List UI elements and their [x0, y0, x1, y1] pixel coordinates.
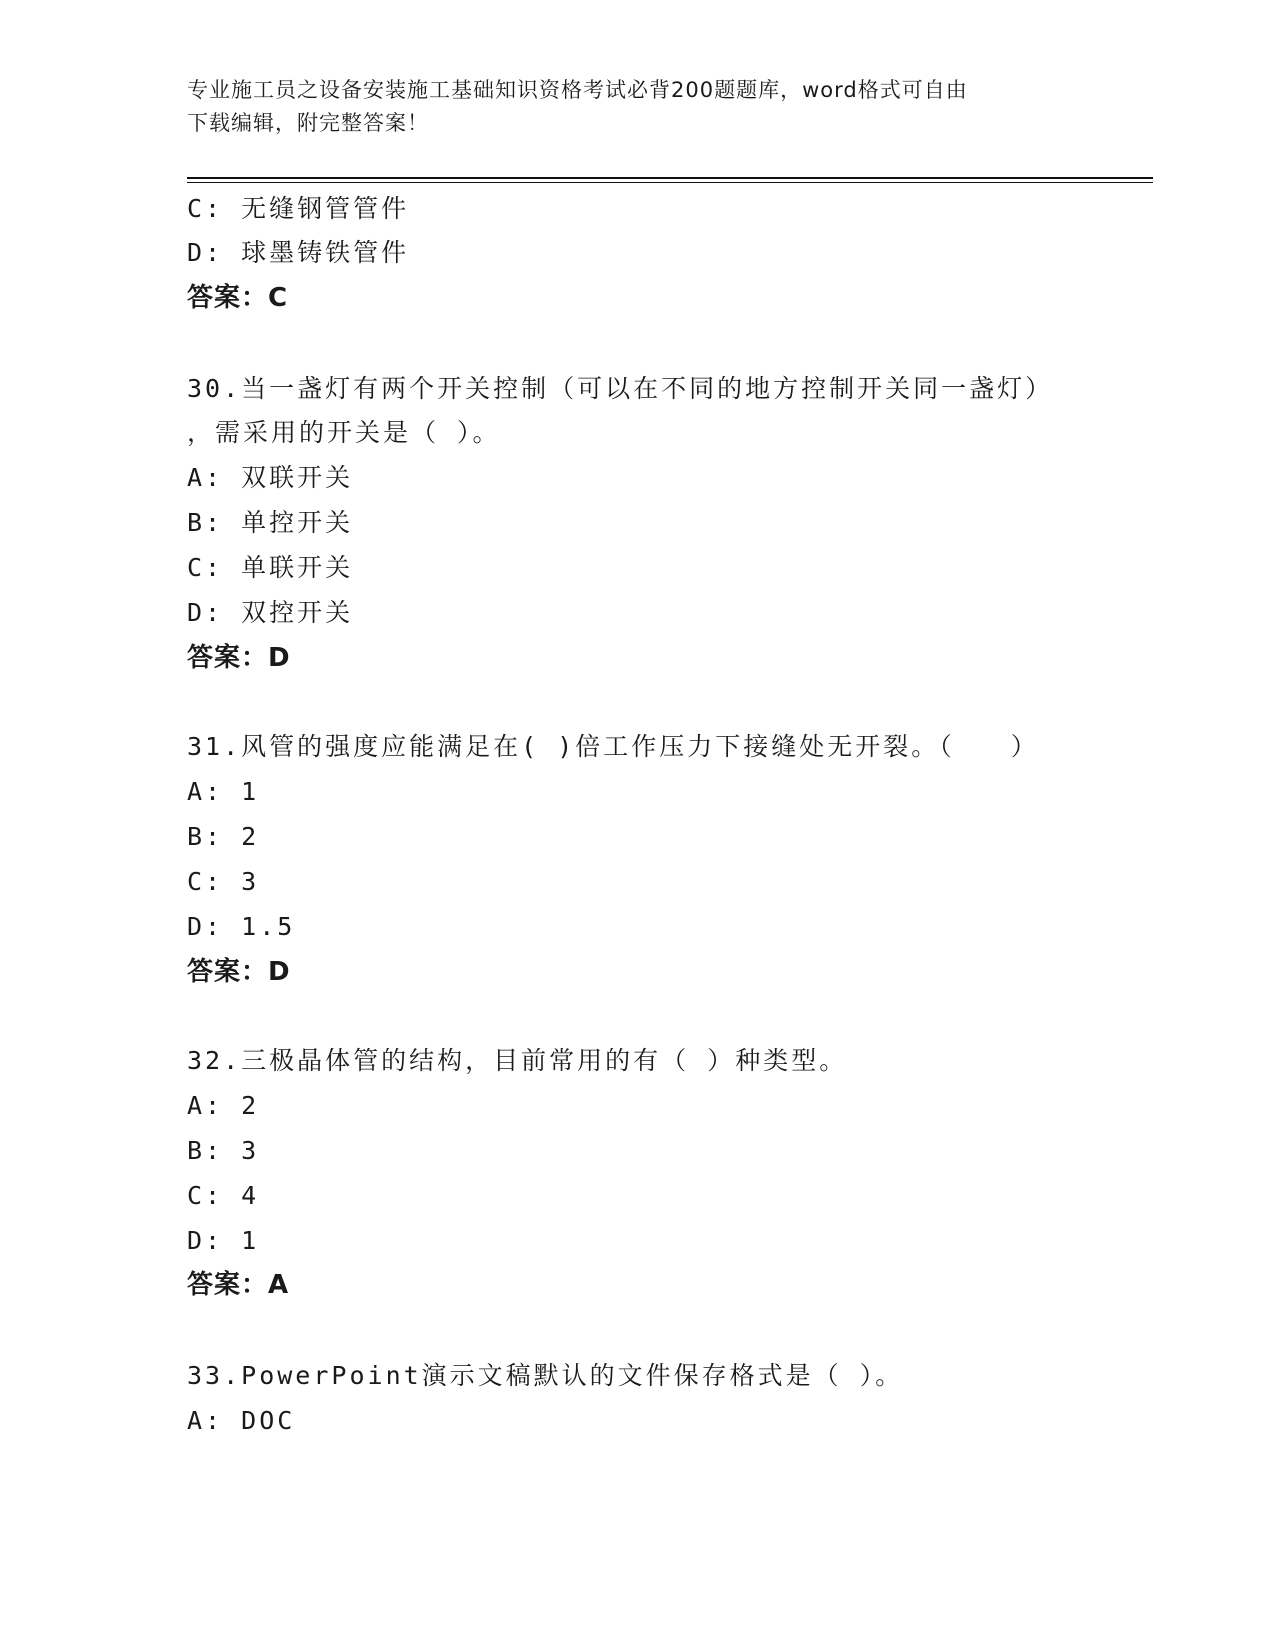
document-header: [187, 74, 1087, 140]
q31-option-c: C: 3: [187, 867, 260, 896]
header-line-1: 专业施工员之设备安装施工基础知识资格考试必背200题题库，word格式可自由: [187, 78, 968, 102]
q30-text-line-2: ，需采用的开关是（ ）。: [187, 418, 501, 447]
q30-option-a: A: 双联开关: [187, 463, 354, 492]
q29-option-c: C: 无缝钢管管件: [187, 194, 410, 223]
q32-option-a: A: 2: [187, 1091, 260, 1120]
q31-option-a: A: 1: [187, 777, 260, 806]
q32-option-c: C: 4: [187, 1181, 260, 1210]
q29-option-d: D: 球墨铸铁管件: [187, 238, 410, 267]
q33-text: 33.PowerPoint演示文稿默认的文件保存格式是（ ）。: [187, 1361, 904, 1390]
header-line-2: 下载编辑，附完整答案！: [187, 111, 429, 135]
q31-option-b: B: 2: [187, 822, 260, 851]
q30-option-d: D: 双控开关: [187, 598, 354, 627]
q31-text: 31.风管的强度应能满足在( )倍工作压力下接缝处无开裂。（ ）: [187, 732, 1039, 761]
q31-option-d: D: 1.5: [187, 912, 296, 941]
q31-answer: 答案：D: [187, 957, 291, 987]
q32-answer: 答案：A: [187, 1270, 290, 1300]
q29-answer: 答案：C: [187, 283, 289, 313]
q30-option-b: B: 单控开关: [187, 508, 354, 537]
q32-option-b: B: 3: [187, 1136, 260, 1165]
q30-answer: 答案：D: [187, 643, 291, 673]
q32-text: 32.三极晶体管的结构，目前常用的有（ ）种类型。: [187, 1046, 848, 1075]
q33-option-a: A: DOC: [187, 1406, 296, 1435]
q30-option-c: C: 单联开关: [187, 553, 354, 582]
q32-option-d: D: 1: [187, 1226, 260, 1255]
header-divider-thin: [187, 182, 1153, 183]
q30-text-line-1: 30.当一盏灯有两个开关控制（可以在不同的地方控制开关同一盏灯）: [187, 374, 1054, 403]
header-divider-thick: [187, 177, 1153, 179]
